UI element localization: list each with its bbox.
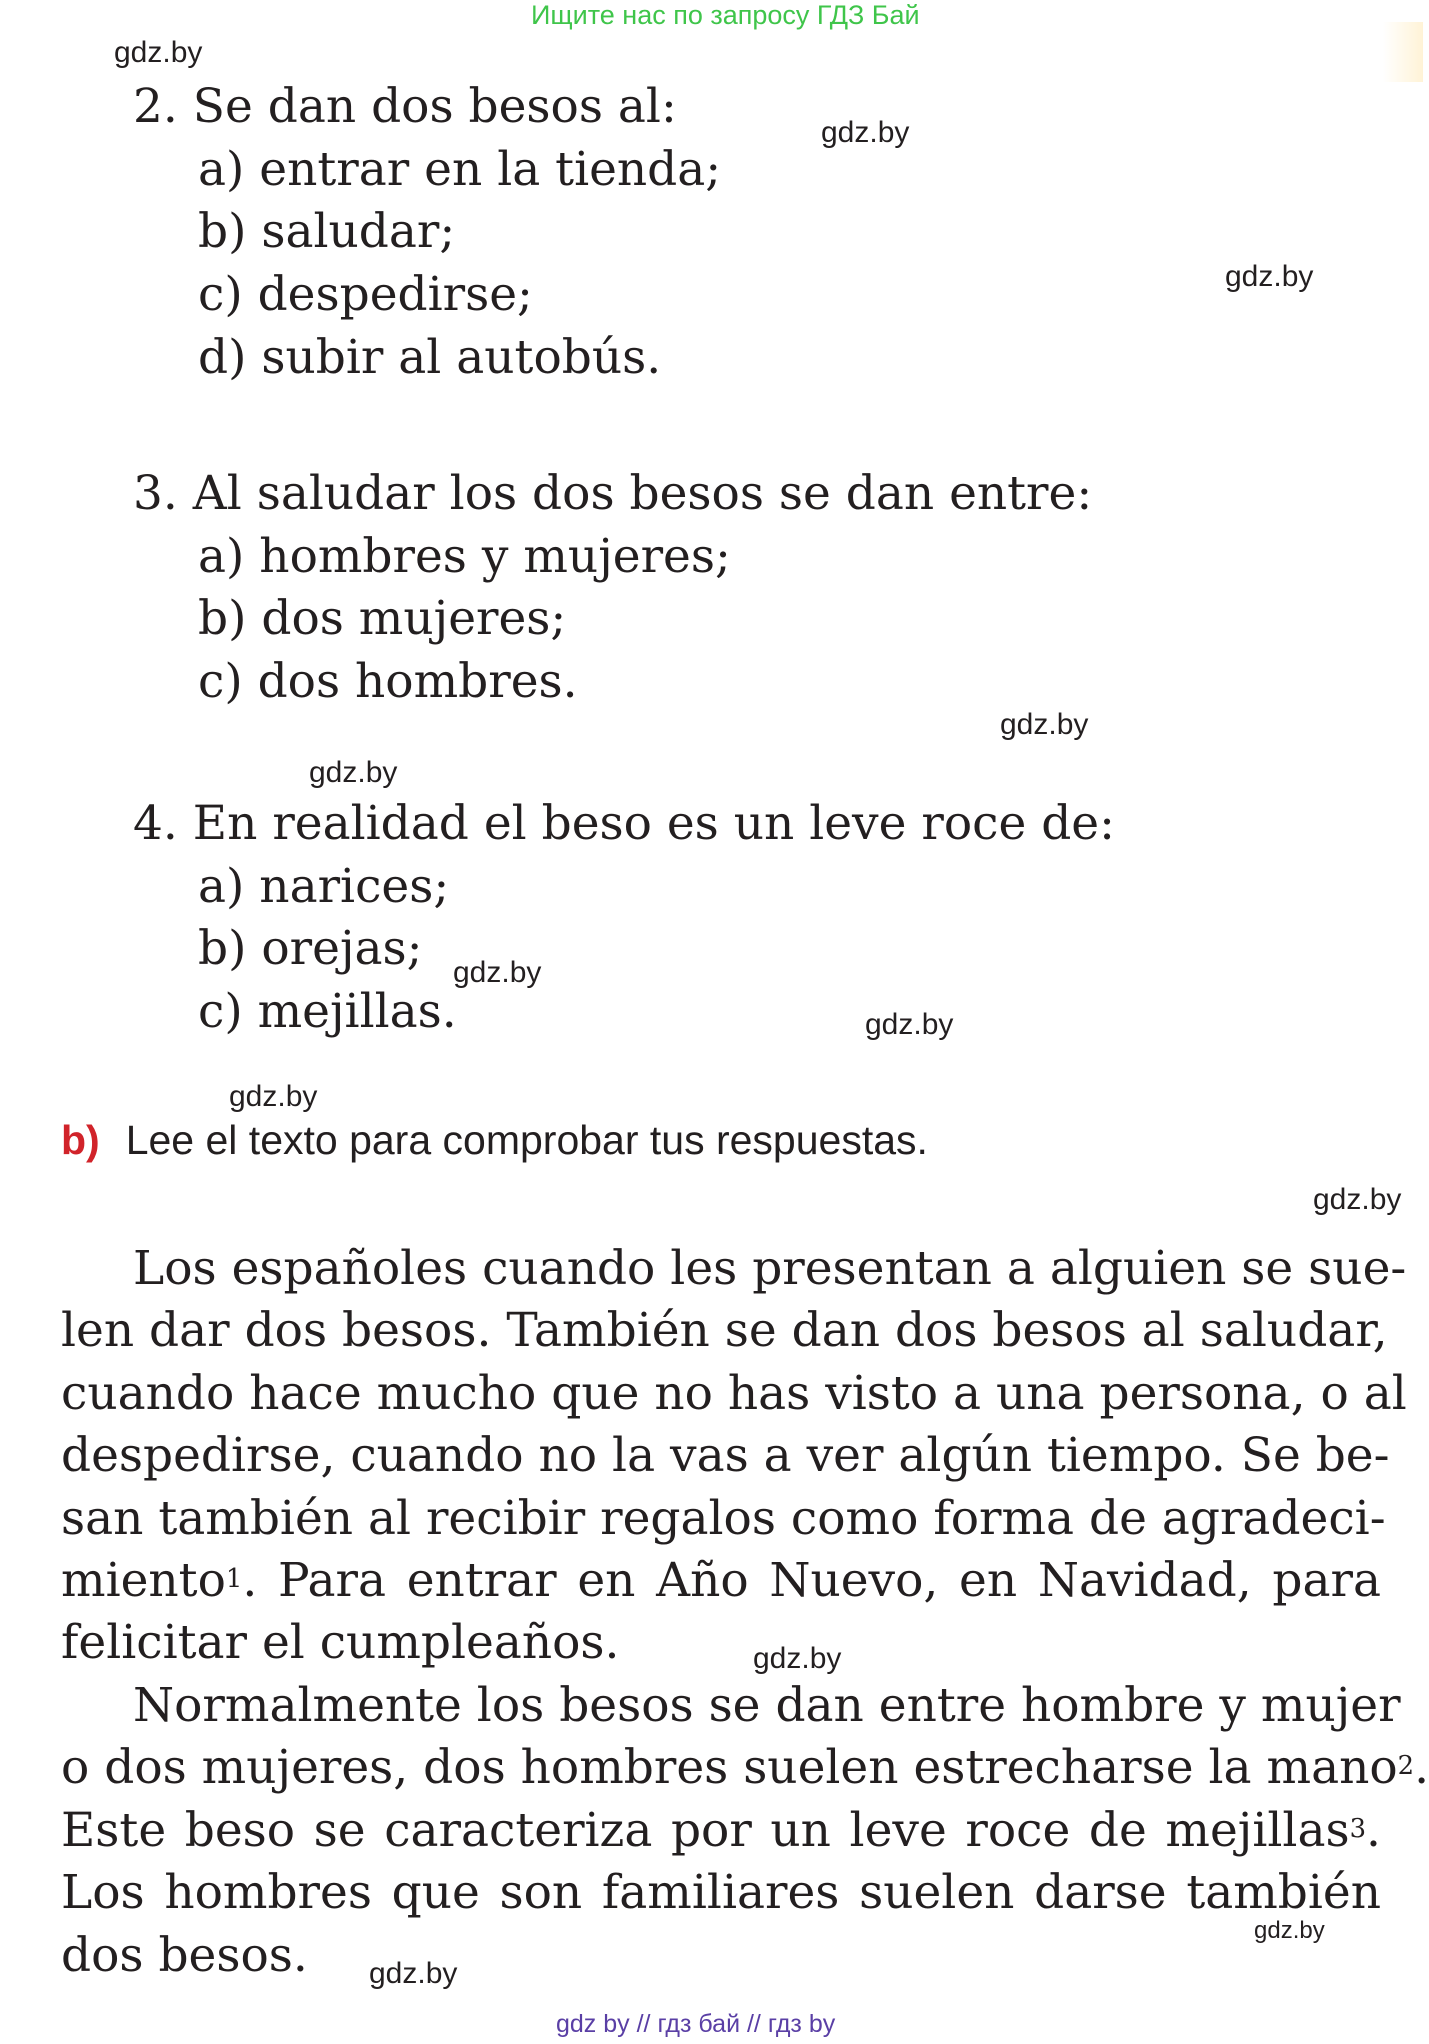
paragraph-text: . — [1414, 1740, 1429, 1795]
paragraph-line: cuando hace mucho que no has visto a una persona, o al — [61, 1366, 1407, 1421]
watermark: gdz.by — [821, 116, 910, 149]
footnote-mark: 3 — [1349, 1813, 1367, 1844]
top-note: Ищите нас по запросу ГДЗ Бай — [531, 0, 920, 30]
question-text: Se dan dos besos al: — [192, 79, 677, 134]
watermark: gdz.by — [753, 1642, 842, 1675]
paragraph-text: miento — [61, 1553, 226, 1608]
watermark: gdz.by — [369, 1957, 458, 1990]
bottom-watermark-line: gdz by // гдз бай // гдз by — [556, 2010, 836, 2038]
option: b) orejas; — [198, 921, 423, 976]
question-number: 2. — [133, 79, 178, 134]
option: c) mejillas. — [198, 984, 457, 1039]
paragraph-text: . — [1366, 1803, 1381, 1858]
paragraph-line: san también al recibir regalos como forma de agradeci- — [61, 1491, 1386, 1546]
paragraph-line: Los hombres que son familiares suelen darse también — [61, 1865, 1381, 1920]
option: a) entrar en la tienda; — [198, 142, 722, 197]
paragraph-line — [61, 1550, 1381, 1612]
paragraph-text: . Para entrar en Año Nuevo, en Navidad, para — [242, 1553, 1381, 1608]
part-instruction: Lee el texto para comprobar tus respuestas. — [125, 1117, 928, 1163]
question-number: 3. — [133, 466, 178, 521]
option: b) dos mujeres; — [198, 591, 567, 646]
question-number: 4. — [133, 796, 178, 851]
paragraph-line: len dar dos besos. También se dan dos besos al saludar, — [61, 1303, 1388, 1358]
paragraph-line — [61, 1737, 1429, 1799]
option: b) saludar; — [198, 204, 456, 259]
watermark: gdz.by — [229, 1080, 318, 1113]
watermark: gdz.by — [1313, 1183, 1402, 1216]
page-corner-shade — [1383, 22, 1423, 82]
question-text: Al saludar los dos besos se dan entre: — [192, 466, 1093, 521]
part-label: b) — [61, 1117, 100, 1163]
paragraph-line: Normalmente los besos se dan entre hombre y mujer — [133, 1678, 1401, 1733]
footnote-mark: 1 — [225, 1563, 243, 1594]
question-2 — [133, 76, 677, 138]
paragraph-line: dos besos. — [61, 1928, 308, 1983]
watermark: gdz.by — [1254, 1917, 1325, 1944]
option: c) despedirse; — [198, 267, 533, 322]
watermark: gdz.by — [865, 1008, 954, 1041]
watermark: gdz.by — [1225, 260, 1314, 293]
option: a) narices; — [198, 859, 450, 914]
footnote-mark: 2 — [1397, 1750, 1415, 1781]
option: a) hombres y mujeres; — [198, 529, 731, 584]
paragraph-line: despedirse, cuando no la vas a ver algún tiempo. Se be- — [61, 1428, 1390, 1483]
question-text: En realidad el beso es un leve roce de: — [192, 796, 1115, 851]
option: d) subir al autobús. — [198, 330, 662, 385]
question-3 — [133, 463, 1092, 525]
watermark: gdz.by — [1000, 708, 1089, 741]
paragraph-line: felicitar el cumpleaños. — [61, 1615, 620, 1670]
paragraph-line: Los españoles cuando les presentan a alguien se sue- — [133, 1241, 1407, 1296]
watermark: gdz.by — [114, 36, 203, 69]
watermark: gdz.by — [309, 756, 398, 789]
question-4 — [133, 793, 1115, 855]
option: c) dos hombres. — [198, 654, 578, 709]
part-b — [61, 1117, 928, 1164]
paragraph-text: Este beso se caracteriza por un leve roce de mejillas — [61, 1803, 1350, 1858]
paragraph-text: o dos mujeres, dos hombres suelen estrecharse la mano — [61, 1740, 1398, 1795]
paragraph-line — [61, 1800, 1381, 1862]
watermark: gdz.by — [453, 956, 542, 989]
